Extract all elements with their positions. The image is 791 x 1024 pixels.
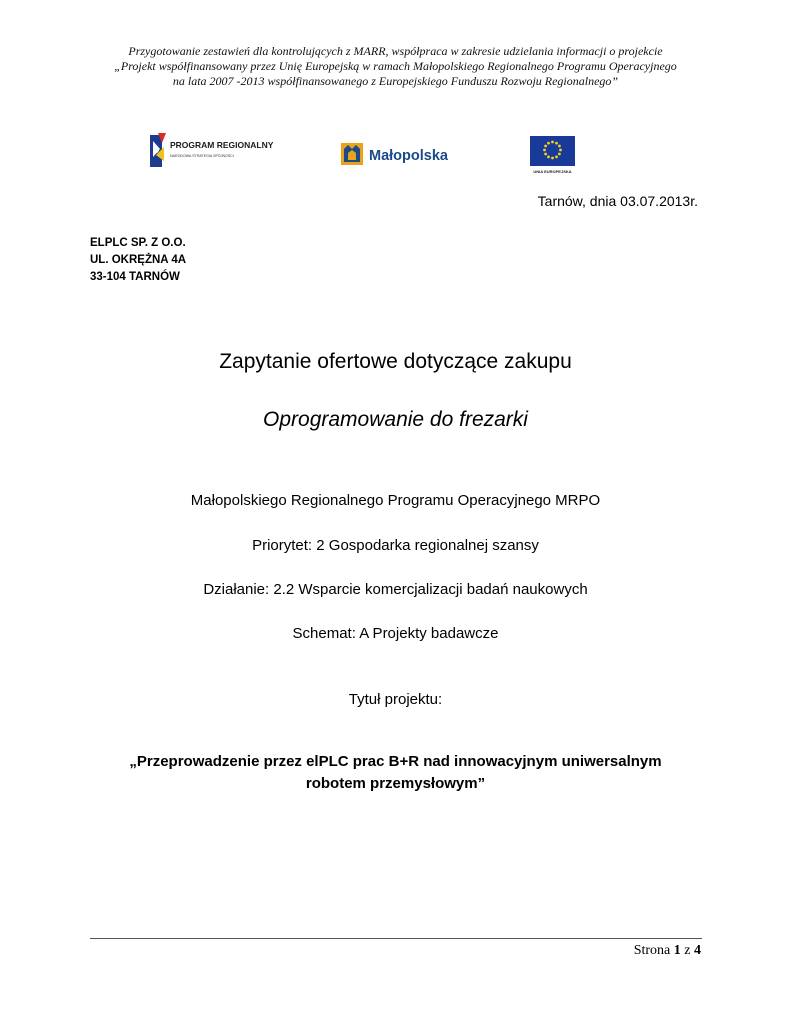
action-line: Działanie: 2.2 Wsparcie komercjalizacji badań naukowych [203,581,588,598]
address-line: UL. OKRĘŻNA 4A [90,254,187,266]
project-title [100,751,691,795]
eu-flag [528,135,578,175]
program-regionalny-sub: NARODOWA STRATEGIA SPÓJNOŚCI [170,154,234,158]
page-current: 1 [673,943,681,958]
program-regionalny-name: PROGRAM REGIONALNY [170,140,274,150]
scheme-line: Schemat: A Projekty badawcze [292,625,499,642]
header-note-line: „Projekt współfinansowany przez Unię Europejską w ramach Małopolskiego Regionalnego Programu Operacyjnego [114,59,677,73]
header-note-line: na lata 2007 -2013 współfinansowanego z Europejskiego Funduszu Rozwoju Regionalnego” [172,74,619,88]
date-line: Tarnów, dnia 03.07.2013r. [537,193,698,209]
footer-divider [90,938,702,939]
header-note [40,44,751,89]
project-title-line: „Przeprowadzenie przez elPLC prac B+R nad innowacyjnym uniwersalnym [129,753,662,770]
malopolska-name: Małopolska [369,148,448,164]
page-of: z [684,943,691,958]
project-title-line: robotem przemysłowym” [305,775,486,792]
priority-line: Priorytet: 2 Gospodarka regionalnej szansy [252,537,539,554]
header-note-line: Przygotowanie zestawień dla kontrolujących z MARR, współpraca w zakresie udzielania informacji o projekcie [128,44,663,58]
program-line: Małopolskiego Regionalnego Programu Operacyjnego MRPO [190,492,601,509]
program-regionalny-logo-icon [148,131,283,169]
document-title: Zapytanie ofertowe dotyczące zakupu [219,350,572,373]
eu-name: UNIA EUROPEJSKA [533,169,572,174]
page-number [634,943,701,959]
project-label: Tytuł projektu: [348,691,443,708]
malopolska-logo-icon [340,141,460,167]
page-total: 4 [694,943,701,958]
address-line: ELPLC SP. Z O.O. [90,237,186,249]
address-line: 33-104 TARNÓW [90,271,180,283]
program-regionalny-logo [148,131,283,169]
document-subtitle: Oprogramowanie do frezarki [263,408,528,431]
page-prefix: Strona [633,943,671,958]
address-block [90,235,186,286]
eu-flag-icon [528,135,578,175]
malopolska-logo [340,141,460,167]
